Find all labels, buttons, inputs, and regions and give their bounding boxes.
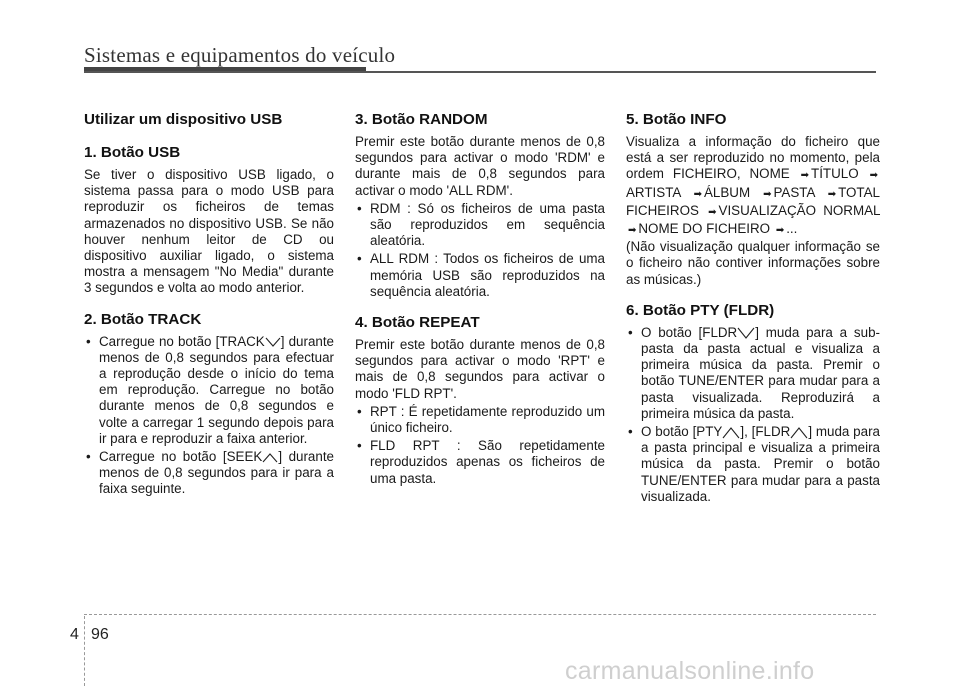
arrow-right-icon: ➡ [775, 225, 785, 237]
section-info-text: Visualiza a informação do ficheiro que está a ser reproduzido no momento, pela ordem FICHEIRO, NOME ➡ TÍTULO ➡ARTISTA ➡ ÁLBUM ➡ PASTA ➡ TOTAL FICHEIROS ➡ VISUALIZAÇÃO NORMAL ➡ NOME DO FICHEIRO ➡ ... [626, 134, 880, 239]
arrow-right-icon: ➡ [763, 188, 772, 200]
list-item: • ALL RDM : Todos os ficheiros de uma memória USB são reproduzidos na sequência aleatória. [355, 251, 605, 300]
column-3 [626, 110, 880, 518]
arrow-right-icon: ➡ [708, 206, 717, 218]
list-item: • Carregue no botão [SEEK ] durante menos de 0,8 segundos para ir para a faixa seguinte. [84, 449, 334, 498]
header-rule [84, 71, 876, 73]
section-info-title: 5. Botão INFO [626, 111, 727, 128]
arrow-right-icon: ➡ [628, 225, 637, 237]
section-random-title: 3. Botão RANDOM [355, 111, 488, 128]
chevron-down-icon [265, 337, 281, 347]
list-item: • Carregue no botão [TRACK ] durante menos de 0,8 segundos para efectuar a reprodução desde o início do tema em reprodução. Carregue no botão durante menos de 0,8 segundos e volte a carregar 1 segundo depois para ir para e reproduzir a faixa anterior. [84, 334, 334, 447]
arrow-right-icon: ➡ [800, 170, 810, 182]
footer-vertical-rule [84, 616, 85, 686]
section-usb-text: Se tiver o dispositivo USB ligado, o sistema passa para o modo USB para reproduzir os ficheiros de temas armazenados no dispositivo USB. Se não houver nenhum leitor de CD ou dispositivo auxiliar ligado, o sistema mostra a mensagem "No Media" durante 3 segundos e volta ao modo anterior. [84, 167, 334, 296]
footer-rule [84, 614, 876, 615]
chevron-up-icon [262, 453, 278, 463]
section-track-list [84, 334, 334, 498]
section-info-note: (Não visualização qualquer informação se o ficheiro não contiver informações sobre as músicas.) [626, 239, 880, 287]
section-repeat-list [355, 404, 605, 487]
page-number: 96 [91, 626, 109, 643]
section-number: 4 [70, 626, 79, 643]
list-item: • O botão [FLDR ] muda para a sub-pasta da pasta actual e visualiza a primeira música da pasta. Premir o botão TUNE/ENTER para mudar para a pasta visualizada. Reproduzirá a primeira música da pasta. [626, 325, 880, 422]
section-repeat-title: 4. Botão REPEAT [355, 314, 480, 332]
main-title: Utilizar um dispositivo USB [84, 111, 283, 128]
section-random-list [355, 201, 605, 300]
chevron-up-icon [790, 427, 808, 439]
arrow-right-icon: ➡ [693, 188, 702, 200]
section-random-text: Premir este botão durante menos de 0,8 segundos para activar o modo 'RDM' e durante mais de 0,8 segundos para activar o modo 'ALL RDM'. [355, 134, 605, 198]
list-item: • O botão [PTY ], [FLDR ] muda para a pasta principal e visualiza a primeira música da pasta. Premir o botão TUNE/ENTER para mudar para a pasta visualizada. [626, 424, 880, 505]
section-usb-title: 1. Botão USB [84, 144, 181, 161]
section-track-title: 2. Botão TRACK [84, 310, 202, 328]
section-pty-title: 6. Botão PTY (FLDR) [626, 301, 775, 319]
list-item: • FLD RPT : São repetidamente reproduzidos apenas os ficheiros de uma pasta. [355, 438, 605, 487]
list-item: • RPT : É repetidamente reproduzido um único ficheiro. [355, 404, 605, 436]
arrow-right-icon: ➡ [827, 188, 837, 200]
list-item: • RDM : Só os ficheiros de uma pasta são reproduzidos em sequência aleatória. [355, 201, 605, 250]
header-title: Sistemas e equipamentos do veículo [84, 43, 396, 67]
column-1 [84, 110, 334, 511]
watermark: carmanualsonline.info [565, 657, 815, 685]
section-repeat-text: Premir este botão durante menos de 0,8 segundos para activar o modo 'RPT' e mais de 0,8 segundos para activar o modo 'FLD RPT'. [355, 337, 605, 401]
chevron-down-icon [737, 327, 755, 339]
section-pty-list [626, 325, 880, 505]
chevron-up-icon [722, 427, 740, 439]
arrow-right-icon: ➡ [869, 170, 878, 182]
column-2 [355, 110, 605, 500]
